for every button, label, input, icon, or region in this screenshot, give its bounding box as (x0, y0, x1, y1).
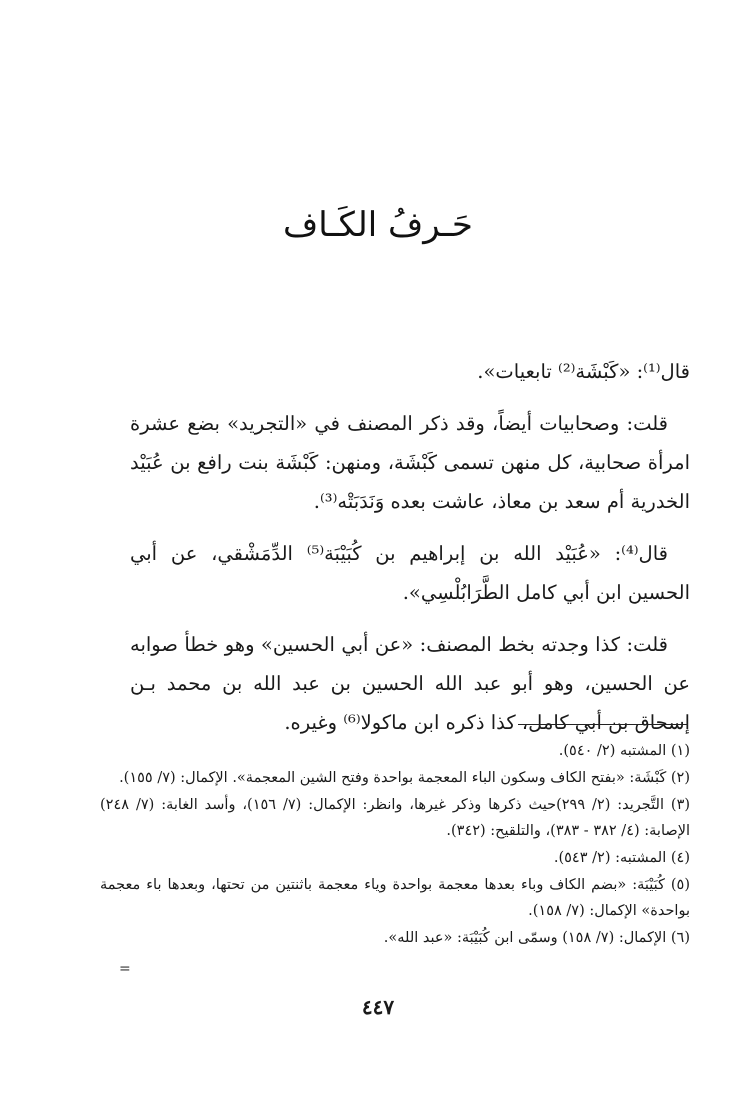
paragraph-3: قال⁽⁴⁾: «عُبَيْد الله بن إبراهيم بن كُبَيْبَة⁽⁵⁾ الدِّمَشْقي، عن أبي الحسين ابن أبي كامل الطَّرَابُلْسِي». (130, 542, 690, 604)
footnote-3: (٣) التَّجريد: (٢/ ٢٩٩)حيث ذكرها وذكر غيرها، وانظر: الإكمال: (٧/ ١٥٦)، وأسد الغابة: (٧/ ٢٤٨) الإصابة: (٤/ ٣٨٢ - ٣٨٣)، والتلقيح: (٣٤٢). (100, 797, 691, 839)
footnote-2: (٢) كَبْشَة: «بفتح الكاف وسكون الباء المعجمة بواحدة وفتح الشين المعجمة». الإكمال: (٧/ ١٥٥). (119, 770, 690, 786)
footnote-6: (٦) الإكمال: (٧/ ١٥٨) وسمّى ابن كُبَيْبَة: «عبد الله». (383, 930, 690, 946)
footnote-4: (٤) المشتبه: (٢/ ٥٤٣). (553, 850, 690, 866)
paragraph-1: قال⁽¹⁾: «كَبْشَة⁽²⁾ تابعيات». (477, 360, 690, 383)
main-text (130, 352, 690, 755)
footnote-1: (١) المشتبه (٢/ ٥٤٠). (558, 743, 690, 759)
paragraph-4: قلت: كذا وجدته بخط المصنف: «عن أبي الحسين» وهو خطأ صوابه عن الحسين، وهو أبو عبد الله الحسين بن عبد الله بن محمد بـن إسحاق بن أبي كامل، كذا ذكره ابن ماكولا⁽⁶⁾ وغيره. (130, 633, 690, 734)
page-number: ٤٤٧ (361, 995, 395, 1019)
footnote-5: (٥) كُبَيْبَة: «بضم الكاف وباء بعدها معجمة بواحدة وياء معجمة باثنتين من تحتها، وبعدها باء معجمة بواحدة» الإكمال: (٧/ ١٥٨). (100, 877, 690, 919)
paragraph-2: قلت: وصحابيات أيضاً، وقد ذكر المصنف في «التجريد» بضع عشرة امرأة صحابية، كل منهن تسمى كَبْشَة، ومنهن: كَبْشَة بنت رافع بن عُبَيْد الخدرية أم سعد بن معاذ، عاشت بعده وَنَدَبَتْه⁽³⁾. (130, 412, 690, 513)
footnote-separator (518, 724, 688, 725)
footnotes (100, 738, 690, 952)
edge-mark: = (119, 961, 131, 977)
chapter-title: حَـرفُ الكَـاف (283, 205, 473, 245)
